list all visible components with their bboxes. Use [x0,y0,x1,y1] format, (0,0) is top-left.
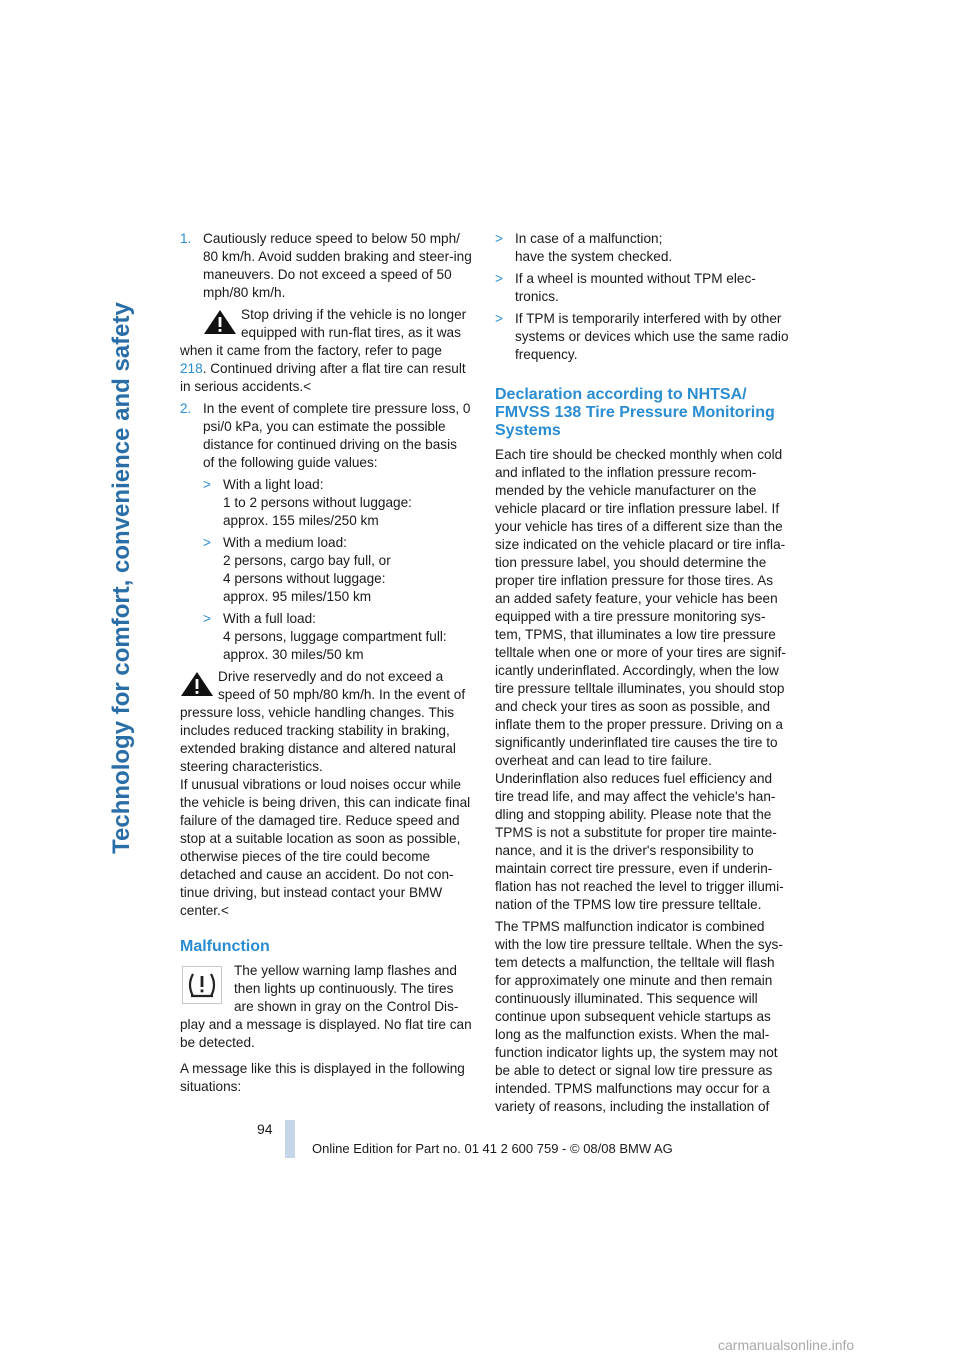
edition-footer: Online Edition for Part no. 01 41 2 600 759 - © 08/08 BMW AG [312,1141,673,1156]
right-column [495,230,790,1116]
page-link-218[interactable]: 218 [180,361,203,376]
footer-bar [285,1120,295,1158]
list-item: > If TPM is temporarily interfered with by other systems or devices which use the same radio frequency. [495,311,789,362]
load-guide-list [203,476,472,664]
bullet-marker: > [495,231,503,246]
nhtsa-heading: Declaration according to NHTSA/ FMVSS 138 Tire Pressure Monitoring Systems [495,386,775,439]
nhtsa-p1: Each tire should be checked monthly when cold and inflated to the inflation pressure recom-mended by the vehicle manufacturer on the vehicle placard or tire inflation pressure label. If your vehicle has tires of a different size than the size indicated on the vehicle placard or tire infla-tion pressure label, you should determine the proper tire inflation pressure for those tires. As an added safety feature, your vehicle has been equipped with a tire pressure monitoring sys-tem, TPMS, that illuminates a low tire pressure telltale when one or more of your tires are signif-icantly underinflated. Accordingly, when the low tire pressure telltale illuminates, you should stop and check your tires as soon as possible, and inflate them to the proper pressure. Driving on a significantly underinflated tire causes the tire to overheat and can lead to tire failure. Underinflation also reduces fuel efficiency and tire tread life, and may affect the vehicle's han-dling and stopping ability. Please note that the TPMS is not a substitute for proper tire mainte-nance, and it is the driver's responsibility to maintain correct tire pressure, even if underin-flation has not reached the level to trigger illumi-nation of the TPMS low tire pressure telltale. [495,447,786,912]
left-column [180,230,472,1096]
malfunction-p1: The yellow warning lamp flashes and then lights up continuously. The tires are shown in gray on the Control Dis-play and a message is displayed. No flat tire can be detected. [180,963,472,1050]
step-2-text: In the event of complete tire pressure loss, 0 psi/0 kPa, you can estimate the possible distance for continued driving on the basis of the following guide values: [203,401,471,470]
warning-triangle-icon [203,309,237,335]
malfunction-heading: Malfunction [180,938,270,955]
watermark: carmanualsonline.info [718,1337,855,1353]
warning-1-text-after: . Continued driving after a flat tire can result in serious accidents. [180,361,466,394]
warning-run-flat [180,306,472,396]
warning-1-text-before: Stop driving if the vehicle is no longer equipped with run-flat tires, as it was when it came from the factory, refer to page [180,307,467,358]
list-item: > In case of a malfunction; have the system checked. [495,231,673,264]
bullet-marker: > [203,535,211,550]
bullet-marker: > [495,311,503,326]
malfunction-p2: A message like this is displayed in the following situations: [180,1061,465,1094]
list-item: > With a medium load: 2 persons, cargo bay full, or 4 persons without luggage: approx. 95 miles/150 km [203,535,391,604]
tire-pressure-warning-icon [182,966,222,1004]
end-mark: < [220,903,229,918]
step-number: 2. [180,401,192,416]
page-number: 94 [257,1121,273,1137]
bullet-marker: > [495,271,503,286]
step-1-text: Cautiously reduce speed to below 50 mph/ 80 km/h. Avoid sudden braking and steer-ing maneuvers. Do not exceed a speed of 50 mph/80 km/h. [203,231,472,300]
malfunction-situations-list [495,230,790,364]
step-number: 1. [180,231,192,246]
end-mark: < [303,379,312,394]
nhtsa-p2: The TPMS malfunction indicator is combined with the low tire pressure telltale. When the sys-tem detects a malfunction, the telltale will flash for approximately one minute and then remain continuously illuminated. This sequence will continue upon subsequent vehicle startups as long as the malfunction exists. When the mal-function indicator lights up, the system may not be able to detect or signal low tire pressure as intended. TPMS malfunctions may occur for a variety of reasons, including the installation of [495,919,783,1114]
warning-2-p1: Drive reservedly and do not exceed a speed of 50 mph/80 km/h. In the event of pressure loss, vehicle handling changes. This includes reduced tracking stability in braking, extended braking distance and altered natural steering characteristics. [180,669,466,774]
list-item: > If a wheel is mounted without TPM elec-tronics. [495,271,756,304]
step-2 [180,400,472,664]
bullet-marker: > [203,477,211,492]
warning-drive-reservedly [180,668,472,920]
bullet-marker: > [203,611,211,626]
warning-triangle-icon [180,671,214,697]
warning-2-p2: If unusual vibrations or loud noises occur while the vehicle is being driven, this can indicate final failure of the damaged tire. Reduce speed and stop at a suitable location as soon as possible, otherwise pieces of the tire could become detached and cause an accident. Do not con-tinue driving, but instead contact your BMW center. [180,777,471,918]
malfunction-block [180,962,472,1096]
list-item: > With a full load: 4 persons, luggage compartment full: approx. 30 miles/50 km [203,611,447,662]
list-item: > With a light load: 1 to 2 persons without luggage: approx. 155 miles/250 km [203,477,412,528]
step-1 [180,230,472,302]
section-sidebar-title: Technology for comfort, convenience and safety [108,302,135,854]
